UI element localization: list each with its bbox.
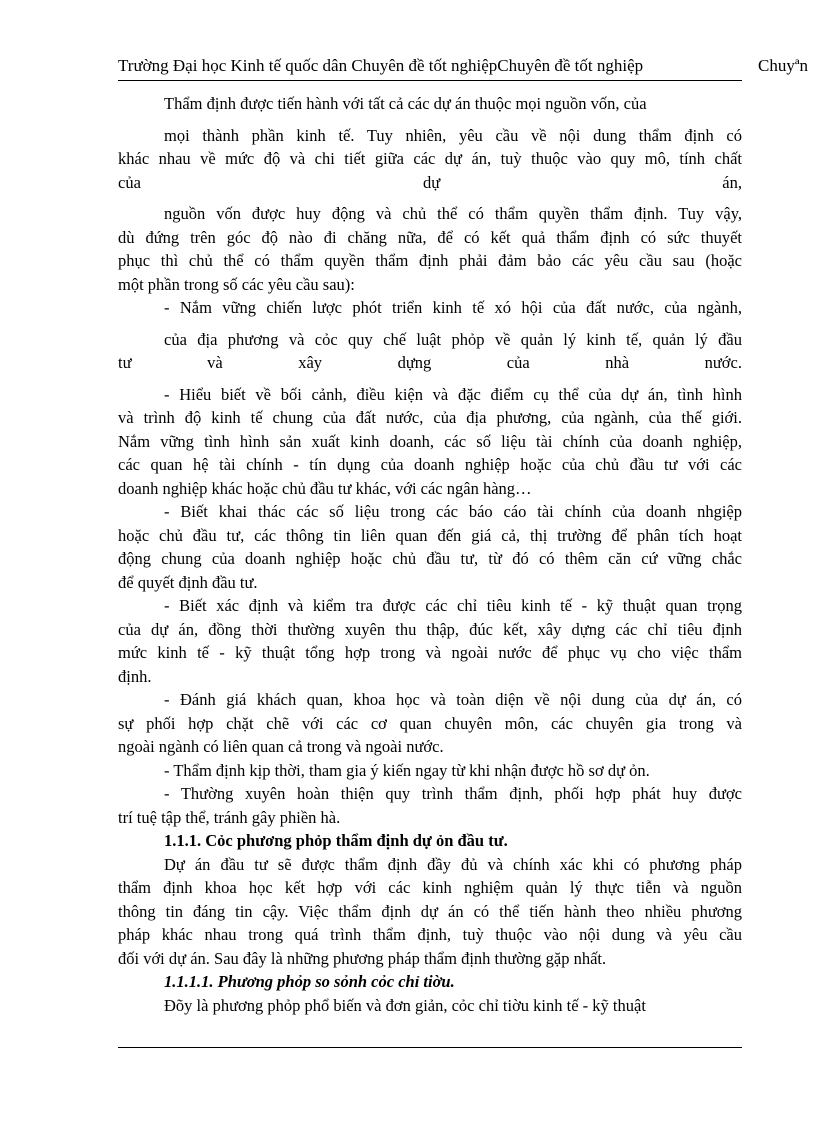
text-line: dù đứng trên góc độ nào đi chăng nữa, để có kết quả thẩm định có sức thuyết xyxy=(118,227,742,247)
text-line: - Thường xuyên hoàn thiện quy trình thẩm định, phối hợp phát huy được xyxy=(164,784,742,803)
text-line: thẩm định khoa học kết hợp với các kinh nghiệm quản lý thực tiễn và nguồn xyxy=(118,878,742,897)
text-line: thông tin đáng tin cậy. Việc thẩm định dự án có thể tiến hành theo nhiều phương xyxy=(118,901,742,921)
text-line: phục thì chủ thể có thẩm quyền thẩm định phải đảm bảo các yêu cầu sau (hoặc xyxy=(118,251,742,270)
text-line: của địa phương và cỏc quy chế luật phỏp về quản lý kinh tế, quản lý đầu xyxy=(164,329,742,349)
text-line: tư và xây dựng của nhà nước. xyxy=(118,353,742,372)
text-line: pháp khác nhau trong quá trình thẩm định, tuỳ thuộc vào nội dung và yêu cầu xyxy=(118,925,742,944)
text-line: nguồn vốn được huy động và chủ thể có thẩm quyền thẩm định. Tuy vậy, xyxy=(164,204,742,223)
document-body xyxy=(118,92,742,1017)
text-line: - Biết xác định và kiểm tra được các chỉ tiêu kinh tế - kỹ thuật quan trọng xyxy=(164,596,742,615)
text-line: và trình độ kinh tế chung của đất nước, của địa phương, của ngành, của thế giới. xyxy=(118,408,742,427)
text-line: - Đánh giá khách quan, khoa học và toàn diện về nội dung của dự án, có xyxy=(164,690,742,709)
text-line: đối với dự án. Sau đây là những phương pháp thẩm định thường gặp nhất. xyxy=(118,948,607,968)
text-line: doanh nghiệp khác hoặc chủ đầu tư khác, với các ngân hàng… xyxy=(118,478,532,498)
text-line: để quyết định đầu tư. xyxy=(118,572,258,592)
subsection-heading: 1.1.1.1. Phương phỏp so sỏnh cỏc chỉ tiờu. xyxy=(164,972,455,991)
text-line: hoặc chủ đầu tư, các thông tin liên quan đến giá cả, thị trường để phân tích hoạt xyxy=(118,525,742,545)
text-line: định. xyxy=(118,666,152,686)
text-line: Đõy là phương phỏp phổ biến và đơn giản, cỏc chỉ tiờu kinh tế - kỹ thuật xyxy=(164,995,646,1015)
text-line: mọi thành phần kinh tế. Tuy nhiên, yêu cầu về nội dung thẩm định có xyxy=(164,125,742,145)
text-line: động chung của doanh nghiệp hoặc chủ đầu tư, từ đó có thêm căn cứ vững chắc xyxy=(118,549,742,568)
text-line: mức kinh tế - kỹ thuật tổng hợp trong và ngoài nước để phục vụ cho việc thẩm xyxy=(118,643,742,662)
header-title: Trường Đại học Kinh tế quốc dân Chuyên đề tốt nghiệpChuyên đề tốt nghiệp xyxy=(118,56,644,75)
footer-rule xyxy=(118,1047,742,1048)
text-line: của dự án, xyxy=(118,172,742,192)
text-line: Dự án đầu tư sẽ được thẩm định đầy đủ và chính xác khi có phương pháp xyxy=(164,854,742,874)
text-line: sự phối hợp chặt chẽ với các cơ quan chuyên môn, các chuyên gia trong và xyxy=(118,713,742,733)
text-line: của dự án, đồng thời thường xuyên thu thập, đúc kết, xây dựng các chỉ tiêu định xyxy=(118,619,742,639)
text-line: một phần trong số các yêu cầu sau): xyxy=(118,274,355,294)
text-line: - Thẩm định kịp thời, tham gia ý kiến ngay từ khi nhận được hồ sơ dự ỏn. xyxy=(164,760,650,780)
text-line: - Hiểu biết về bối cảnh, điều kiện và đặc điểm cụ thể của dự án, tình hình xyxy=(164,384,742,404)
text-line: trí tuệ tập thể, tránh gây phiền hà. xyxy=(118,807,341,827)
text-line: - Biết khai thác các số liệu trong các báo cáo tài chính của doanh nhgiệp xyxy=(164,502,742,521)
text-line: ngoài ngành có liên quan cả trong và ngoài nước. xyxy=(118,737,444,756)
text-line: Nắm vững tình hình sản xuất kinh doanh, các số liệu tài chính của doanh nghiệp, xyxy=(118,431,742,451)
header-overflow-text: Chuyªn xyxy=(758,56,809,75)
text-line: các quan hệ tài chính - tín dụng của doanh nghiệp hoặc của chủ đầu tư với các xyxy=(118,455,742,474)
text-line: Thẩm định được tiến hành với tất cả các dự án thuộc mọi nguồn vốn, của xyxy=(164,94,647,113)
text-line: khác nhau về mức độ và chi tiết giữa các dự án, tuỳ thuộc vào quy mô, tính chất xyxy=(118,149,742,168)
text-line: - Nắm vững chiến lược phót triển kinh tế xó hội của đất nước, của ngành, xyxy=(164,298,742,317)
header-rule xyxy=(118,80,742,81)
page-header xyxy=(118,52,809,78)
section-heading: 1.1.1. Cỏc phương phỏp thẩm định dự ỏn đầu tư. xyxy=(164,831,508,850)
